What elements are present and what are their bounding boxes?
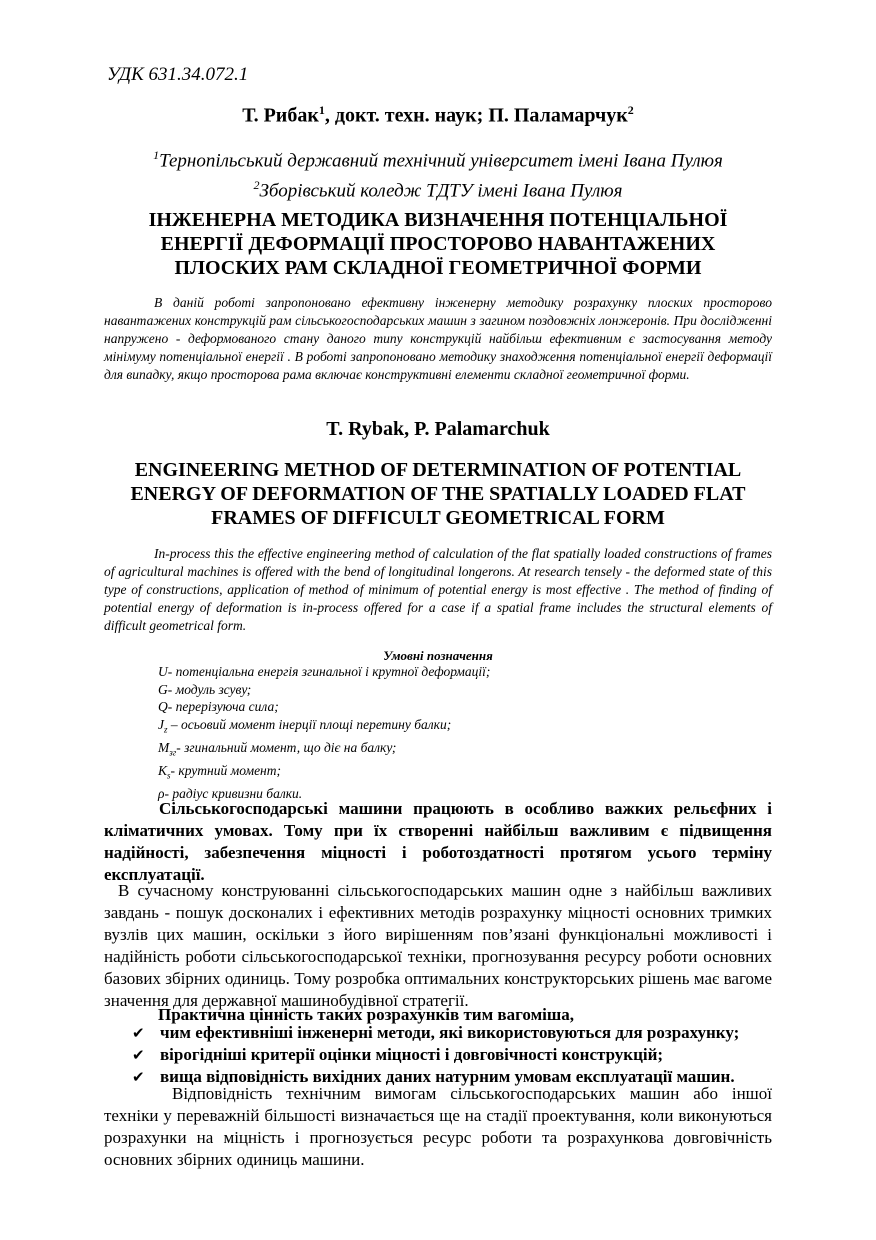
intro-paragraph: Сільськогосподарські машини працюють в особливо важких рельєфних і кліматичних умовах. Тому при їх створенні найбільш важливим є підвищення надійності, забезпечення міцності і роботоздатності протягом усього терміну експлуатації. (104, 799, 772, 884)
notation-heading: Умовні позначення (383, 648, 493, 663)
notation-symbol: M (158, 739, 170, 755)
checklist-item (132, 1022, 739, 1044)
notation-symbol: K (158, 762, 168, 778)
checklist (132, 1022, 739, 1088)
title-ua-line: ЕНЕРГІЇ ДЕФОРМАЦІЇ ПРОСТОРОВО НАВАНТАЖЕНИХ (160, 233, 716, 255)
checkmark-icon: ✔ (132, 1024, 145, 1042)
checkmark-icon: ✔ (132, 1068, 145, 1086)
notation-item (158, 739, 490, 762)
checklist-item (132, 1044, 739, 1066)
notation-list (158, 663, 490, 803)
notation-item (158, 663, 490, 681)
abstract-en: In-process this the effective engineering method of calculation of the flat spatially loaded constructions of frames of agricultural machines is offered with the bend of longitudinal longerons. At research tensely - the deformed state of this type of constructions, application of method of minimum of potential energy is most effective . The method of finding of potential energy of deformation is in-process offered for a case if a spatial frame includes the structural elements of difficult geometrical form. (104, 546, 772, 633)
notation-subscript: зг (169, 747, 177, 758)
notation-text: - перерізуюча сила; (167, 699, 279, 714)
notation-text: - модуль зсуву; (167, 681, 252, 697)
affiliation-1-sup: 1 (153, 148, 160, 162)
notation-symbol: G (158, 681, 168, 697)
affiliation-2-sup: 2 (253, 178, 260, 193)
affiliation-1 (0, 143, 876, 173)
abstract-ua: В даній роботі запропоновано ефективну інженерну методику розрахунку плоских просторово навантажених конструкцій рам сільськогосподарських машин з загином поздовжніх лонжеронів. При дослідженні напружено - деформованого стану даного типу конструкцій найбільш ефективним є застосування методу мінімуму потенціальної енергії . В роботі запропоновано методику знаходження потенціальної енергії деформації для випадку, якщо просторова рама включає конструктивні елементи складної геометричної форми. (104, 295, 772, 382)
notation-symbol: J (158, 716, 164, 732)
title-en (100, 458, 776, 530)
title-ua (100, 208, 776, 280)
affiliations (0, 143, 876, 204)
authors-ua (0, 103, 876, 128)
notation-item (158, 698, 490, 716)
udk-code: УДК 631.34.072.1 (107, 64, 249, 85)
checklist-item-text: вірогідніші критерії оцінки міцності і довговічності конструкцій; (160, 1045, 664, 1064)
checklist-lead: Практична цінність таких розрахунків тим вагоміша, (158, 1005, 574, 1024)
body-paragraph-2: В сучасному конструюванні сільськогосподарських машин одне з найбільш важливих завдань - пошук досконалих і ефективних методів розрахунку міцності основних тримких вузлів цих машин, оскільки з його вирішенням пов’язані функціональні можливості і надійність роботи сільськогосподарської техніки, прогнозування ресурсу роботи основних базових збірних одиниць. Тому розробка оптимальних конструкторських рішень має вагоме значення для державної машинобудівної стратегії. (104, 881, 772, 1010)
notation-text: - згинальний момент, що діє на балку; (176, 739, 397, 755)
notation-text: - радіус кривизни балки. (164, 786, 303, 802)
notation-subscript: s (167, 770, 171, 781)
checklist-item-text: чим ефективніші інженерні методи, які використовуються для розрахунку; (160, 1023, 740, 1042)
notation-subscript: z (164, 724, 168, 735)
body-paragraph-3: Відповідність технічним вимогам сільськогосподарських машин або іншої техніки у переважній більшості визначається ще на стадії проектування, коли виконуються розрахунки на міцність і прогнозується ресурс роботи та розрахункова довговічність основних збірних одиниць машини. (104, 1084, 772, 1169)
notation-text: - потенціальна енергія згинальної і крутної деформації; (167, 664, 491, 679)
notation-symbol: U (158, 664, 168, 679)
notation-text: - крутний момент; (170, 762, 282, 778)
notation-symbol: ρ (158, 786, 165, 802)
title-ua-line: ПЛОСКИХ РАМ СКЛАДНОЇ ГЕОМЕТРИЧНОЇ ФОРМИ (174, 257, 702, 279)
notation-text: – осьовий момент інерції площі перетину балки; (167, 716, 452, 732)
title-en-line: ENGINEERING METHOD OF DETERMINATION OF POTENTIAL (134, 459, 742, 481)
author-1: Т. Рибак (242, 104, 319, 127)
notation-item (158, 681, 490, 699)
affiliation-1-text: Тернопільський державний технічний університет імені Івана Пулюя (159, 150, 723, 172)
notation-item (158, 762, 490, 785)
notation-item (158, 716, 490, 739)
affiliation-2 (0, 173, 876, 203)
authors-en: T. Rybak, P. Palamarchuk (326, 418, 550, 440)
title-en-line: ENERGY OF DEFORMATION OF THE SPATIALLY LOADED FLAT (130, 483, 746, 505)
author-1-sup: 1 (318, 103, 325, 117)
affiliation-2-text: Зборівський коледж ТДТУ імені Івана Пулюя (259, 180, 623, 202)
author-2-sup: 2 (627, 103, 634, 117)
author-degree-and-author-2: , докт. техн. наук; П. Паламарчук (324, 104, 628, 127)
checklist-item-text: вища відповідність вихідних даних натурним умовам експлуатації машин. (160, 1067, 735, 1086)
checkmark-icon: ✔ (132, 1046, 145, 1064)
notation-symbol: Q (158, 699, 168, 714)
title-ua-line: ІНЖЕНЕРНА МЕТОДИКА ВИЗНАЧЕННЯ ПОТЕНЦІАЛЬНОЇ (148, 209, 728, 231)
title-en-line: FRAMES OF DIFFICULT GEOMETRICAL FORM (211, 507, 665, 529)
